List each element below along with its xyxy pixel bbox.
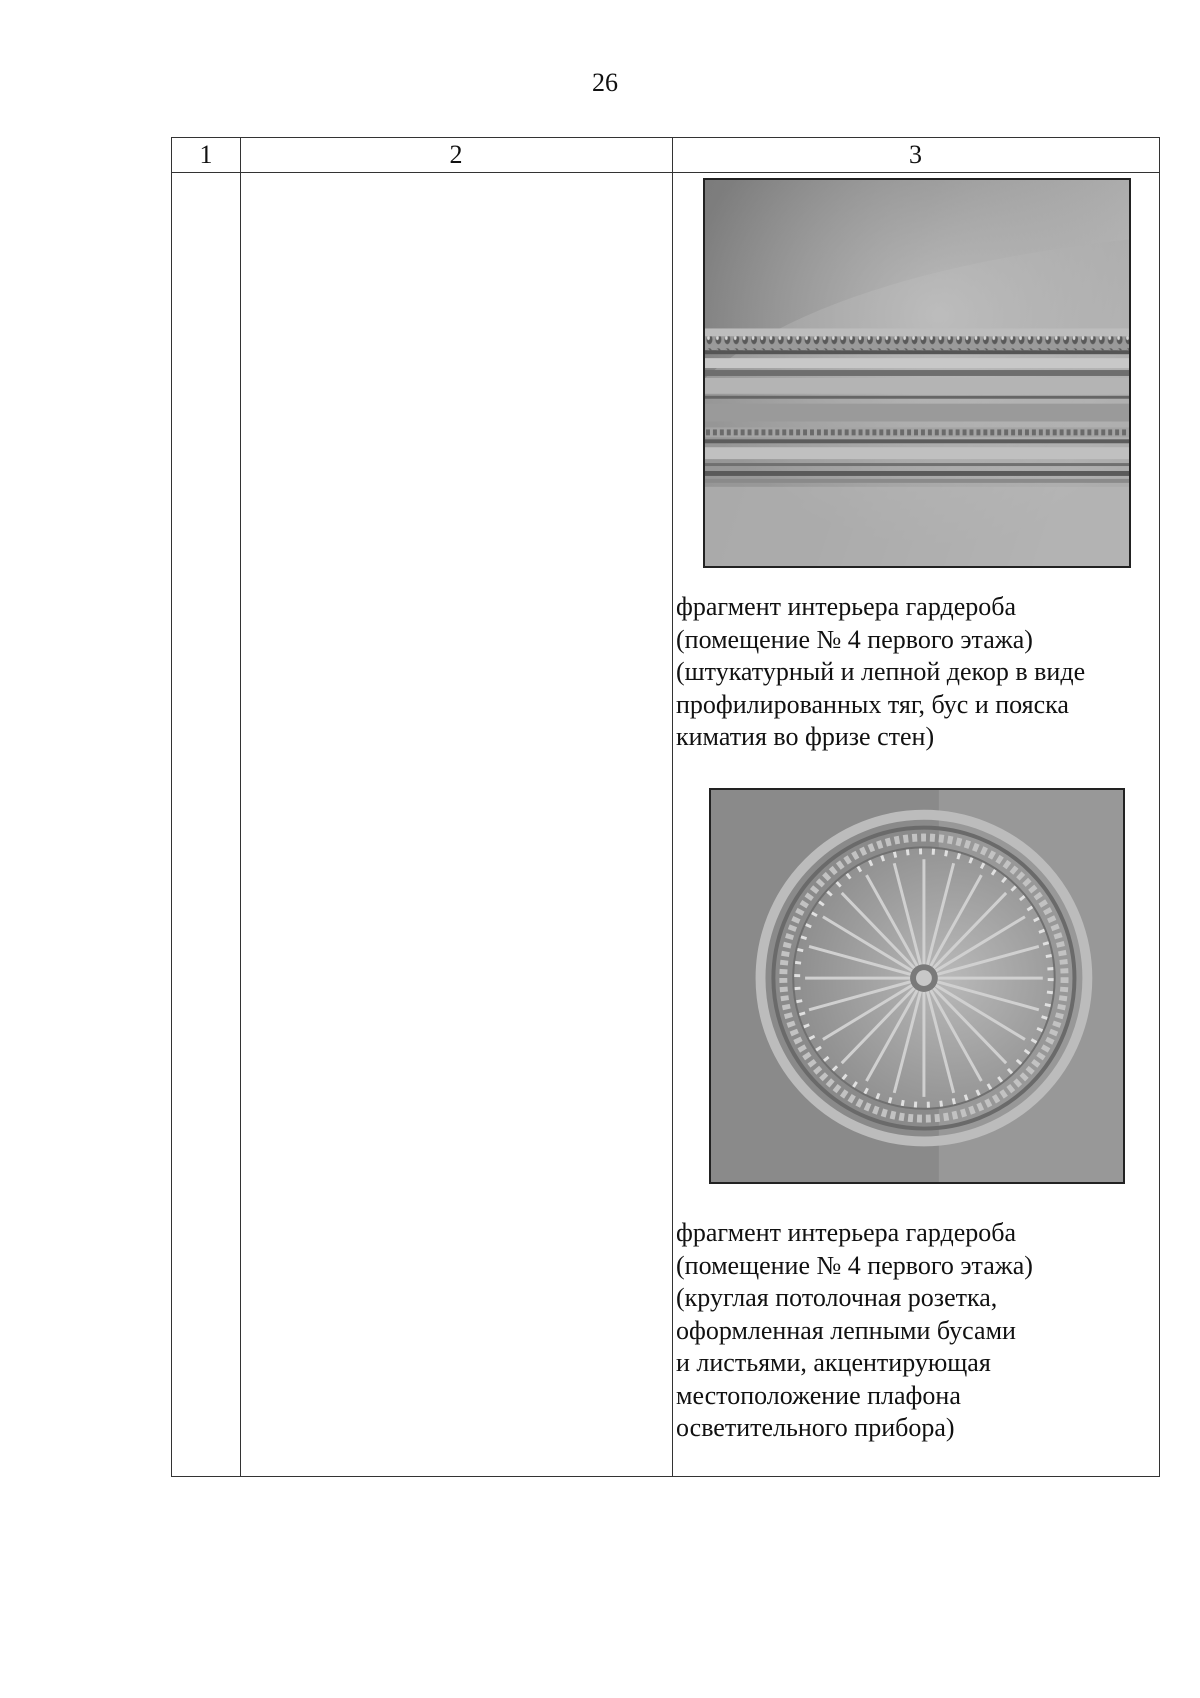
column-divider (672, 138, 673, 1476)
cornice-molding-photo (703, 178, 1131, 568)
caption-line: фрагмент интерьера гардероба (676, 1218, 1017, 1247)
photo-caption-2 (676, 1217, 1156, 1445)
caption-line: (штукатурный и лепной декор в виде (676, 657, 1086, 686)
header-divider (172, 172, 1159, 173)
photo-caption-1 (676, 591, 1156, 754)
caption-line: фрагмент интерьера гардероба (676, 592, 1017, 621)
ceiling-rosette-photo (709, 788, 1125, 1184)
column-divider (240, 138, 241, 1476)
caption-line: (помещение № 4 первого этажа) (676, 1250, 1033, 1280)
page-number: 26 (592, 68, 618, 97)
caption-line: (помещение № 4 первого этажа) (676, 624, 1033, 654)
caption-line: оформленная лепными бусами (676, 1315, 1016, 1345)
caption-line: местоположение плафона (676, 1380, 961, 1410)
caption-line: профилированных тяг, бус и пояска (676, 689, 1069, 719)
caption-line: (круглая потолочная розетка, (676, 1283, 998, 1312)
header-cell-1: 1 (199, 140, 213, 169)
caption-line: и листьями, акцентирующая (676, 1348, 991, 1377)
header-cell-3: 3 (909, 140, 922, 169)
header-cell-2: 2 (449, 140, 463, 169)
caption-line: киматия во фризе стен) (676, 722, 935, 751)
caption-line: осветительного прибора) (676, 1413, 955, 1442)
